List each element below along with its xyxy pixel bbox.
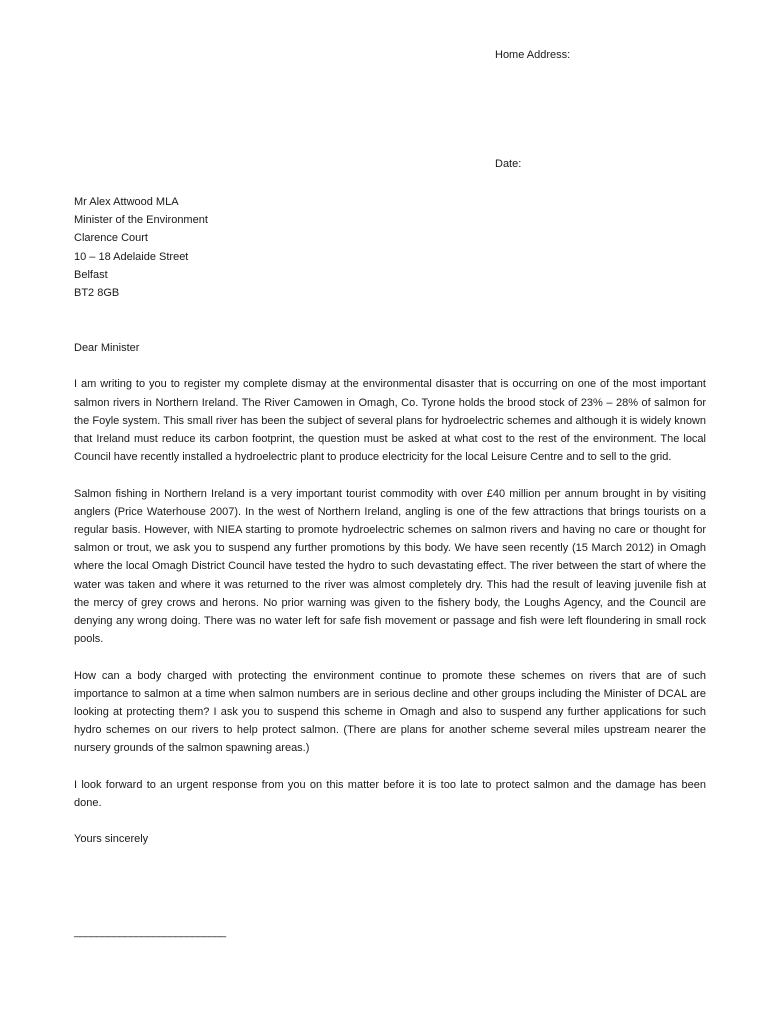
body-paragraph-2: Salmon fishing in Northern Ireland is a very important tourist commodity with over £40 million per annum brought in by visiting anglers (Price Waterhouse 2007). In the west of Northern Ireland, angling is one of the few attractions that brings tourists on a regular basis. However, with NIEA starting to promote hydroelectric schemes on salmon rivers and having no care or thought for salmon or trout, we ask you to suspend any further promotions by this body. We have seen recently (15 March 2012) in Omagh where the local Omagh District Council have tested the hydro to such devastating effect. The river between the start of where the water was taken and where it was returned to the river was almost completely dry. This had the result of leaving juvenile fish at the mercy of grey crows and herons. No prior warning was given to the fishery body, the Loughs Agency, and the Council are denying any wrong doing. There was no water left for safe fish movement or passage and fish were left floundering in small rock pools. (74, 487, 706, 646)
recipient-postcode: BT2 8GB (74, 287, 120, 300)
recipient-address-block (74, 193, 208, 302)
signature-line: ___________________________ (74, 926, 226, 938)
body-paragraph-1: I am writing to you to register my complete dismay at the environmental disaster that is occurring on one of the most important salmon rivers in Northern Ireland. The River Camowen in Omagh, Co. Tyrone holds the brood stock of 23% – 28% of salmon for the Foyle system. This small river has been the subject of several plans for hydroelectric schemes and although it is widely known that Ireland must reduce its carbon footprint, the question must be asked at what cost to the rest of the environment. The local Council have recently installed a hydroelectric plant to produce electricity for the local Leisure Centre and to sell to the grid. (74, 378, 706, 464)
body-paragraph-4: I look forward to an urgent response from you on this matter before it is too late to protect salmon and the damage has been done. (74, 778, 706, 810)
recipient-address-line-2: 10 – 18 Adelaide Street (74, 250, 189, 263)
closing: Yours sincerely (74, 833, 149, 846)
salutation: Dear Minister (74, 342, 140, 354)
recipient-title: Minister of the Environment (74, 214, 208, 227)
recipient-address-line-1: Clarence Court (74, 232, 148, 245)
recipient-city: Belfast (74, 268, 108, 281)
date-label: Date: (495, 158, 522, 170)
recipient-name: Mr Alex Attwood MLA (74, 196, 179, 208)
letter-body (74, 339, 706, 867)
body-paragraph-3: How can a body charged with protecting the environment continue to promote these schemes on rivers that are of such importance to salmon at a time when salmon numbers are in serious decline and other groups including the Minister of DCAL are looking at protecting them? I ask you to suspend this scheme in Omagh and also to suspend any further applications for such hydro schemes on our rivers to help protect salmon. (There are plans for another scheme several miles upstream nearer the nursery grounds of the salmon spawning areas.) (74, 669, 706, 755)
home-address-label: Home Address: (495, 49, 571, 61)
